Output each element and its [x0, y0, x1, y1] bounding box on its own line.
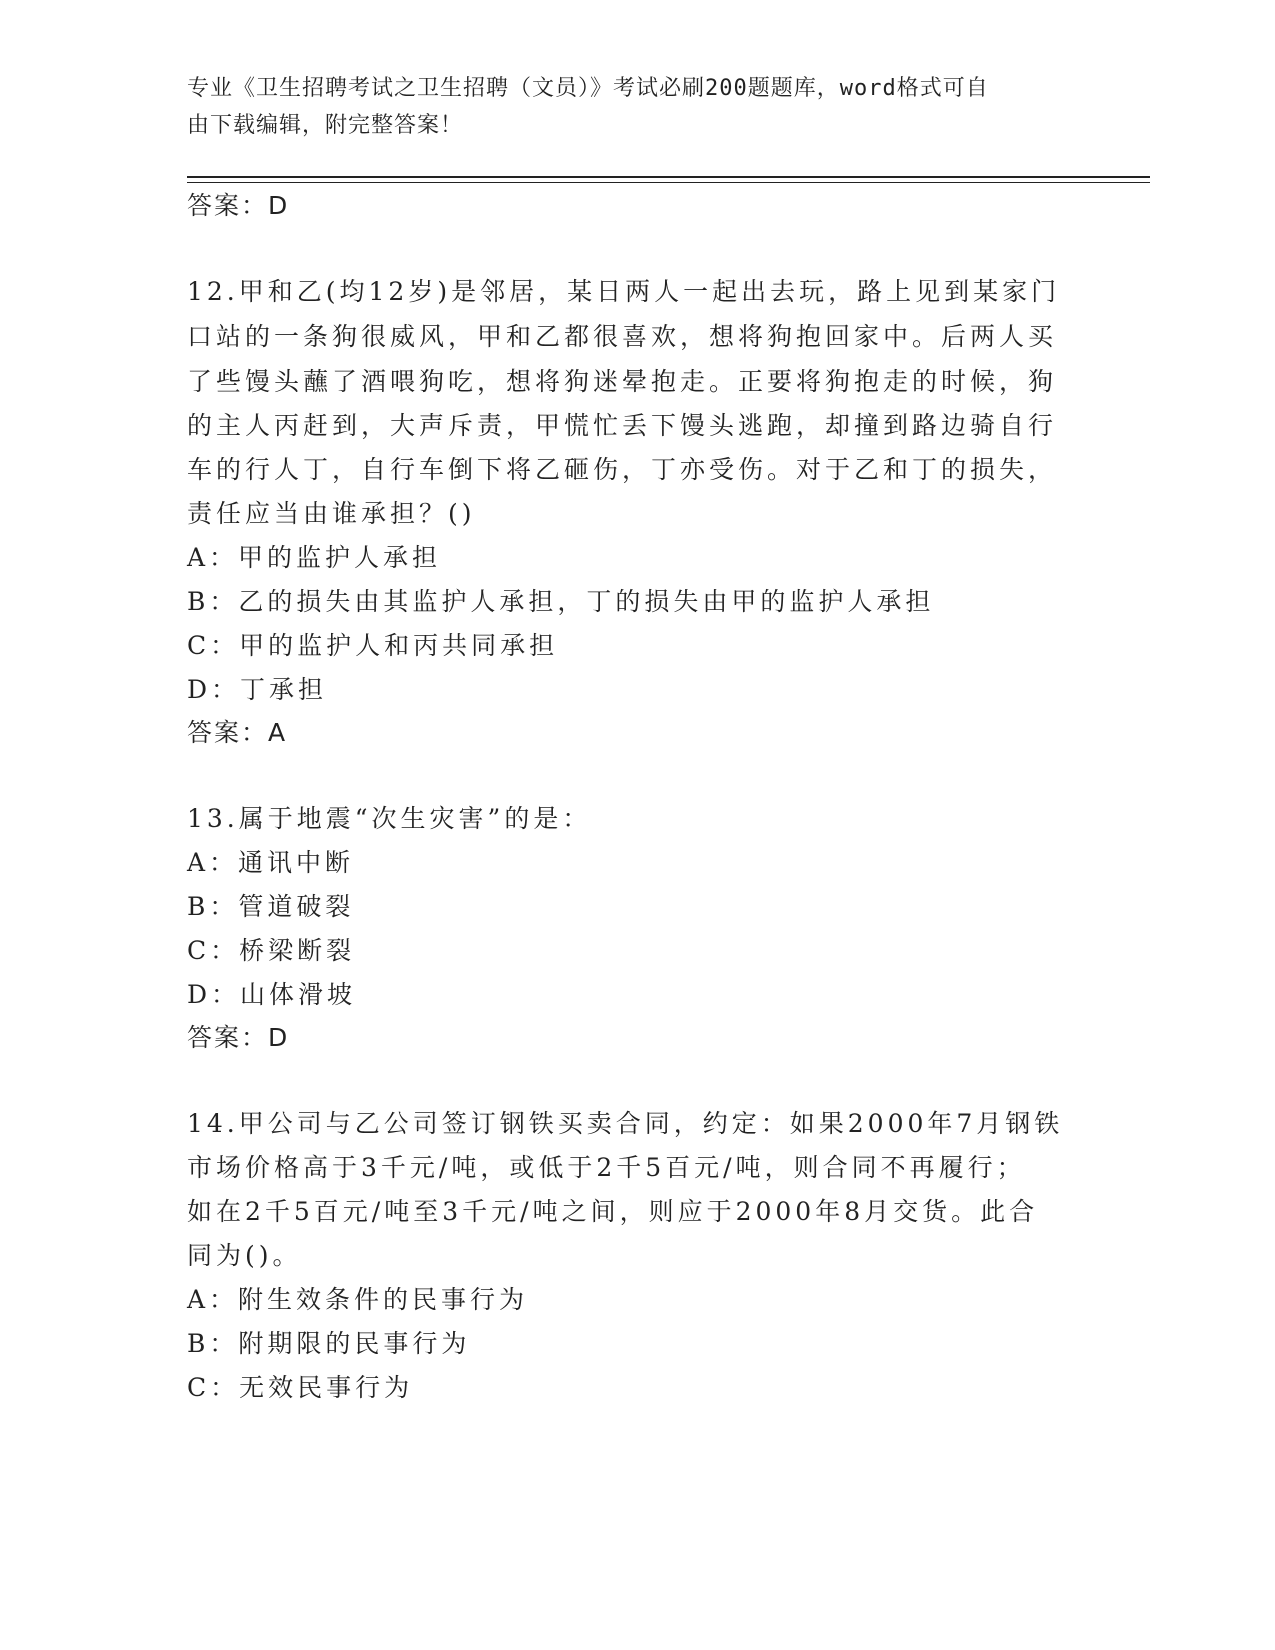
question-12-option-a: A：甲的监护人承担	[187, 543, 442, 572]
question-13-answer: 答案：D	[187, 1023, 290, 1052]
previous-answer: 答案：D	[187, 191, 290, 220]
question-14-text-line: 市场价格高于3千元/吨，或低于2千5百元/吨，则合同不再履行；	[187, 1153, 1026, 1182]
header-line-1: 专业《卫生招聘考试之卫生招聘（文员）》考试必刷200题题库，word格式可自	[187, 76, 989, 101]
question-12-option-c: C：甲的监护人和丙共同承担	[187, 631, 559, 660]
question-12-text-line: 的主人丙赶到，大声斥责，甲慌忙丢下馒头逃跑，却撞到路边骑自行	[187, 411, 1058, 440]
question-14-text-line: 如在2千5百元/吨至3千元/吨之间，则应于2000年8月交货。此合	[187, 1197, 1039, 1226]
question-12-text-line: 车的行人丁，自行车倒下将乙砸伤，丁亦受伤。对于乙和丁的损失，	[187, 455, 1058, 484]
header-divider-thick	[187, 176, 1150, 178]
question-13-option-d: D：山体滑坡	[187, 980, 357, 1009]
question-12-answer: 答案：A	[187, 718, 288, 747]
question-13-option-a: A：通讯中断	[187, 848, 355, 877]
question-13-option-c: C：桥梁断裂	[187, 936, 356, 965]
question-13-text-line: 13.属于地震“次生灾害”的是：	[187, 804, 592, 833]
question-14-option-a: A：附生效条件的民事行为	[187, 1285, 529, 1314]
question-13-option-b: B：管道破裂	[187, 892, 355, 921]
question-12-text-line: 责任应当由谁承担？()	[187, 499, 476, 528]
header-divider-thin	[187, 182, 1150, 183]
question-12-option-b: B：乙的损失由其监护人承担，丁的损失由甲的监护人承担	[187, 587, 935, 616]
question-14-text-line: 14.甲公司与乙公司签订钢铁买卖合同，约定：如果2000年7月钢铁	[187, 1109, 1064, 1138]
question-12-option-d: D：丁承担	[187, 675, 328, 704]
question-14-option-c: C：无效民事行为	[187, 1373, 414, 1402]
question-14-text-line: 同为()。	[187, 1241, 302, 1270]
question-14-option-b: B：附期限的民事行为	[187, 1329, 471, 1358]
document-header	[187, 70, 1067, 144]
question-12-text-line: 了些馒头蘸了酒喂狗吃，想将狗迷晕抱走。正要将狗抱走的时候，狗	[187, 367, 1058, 396]
question-12-text-line: 口站的一条狗很威风，甲和乙都很喜欢，想将狗抱回家中。后两人买	[187, 322, 1058, 351]
header-line-2: 由下载编辑，附完整答案！	[187, 113, 464, 138]
question-12-text-line: 12.甲和乙(均12岁)是邻居，某日两人一起出去玩，路上见到某家门	[187, 277, 1061, 306]
